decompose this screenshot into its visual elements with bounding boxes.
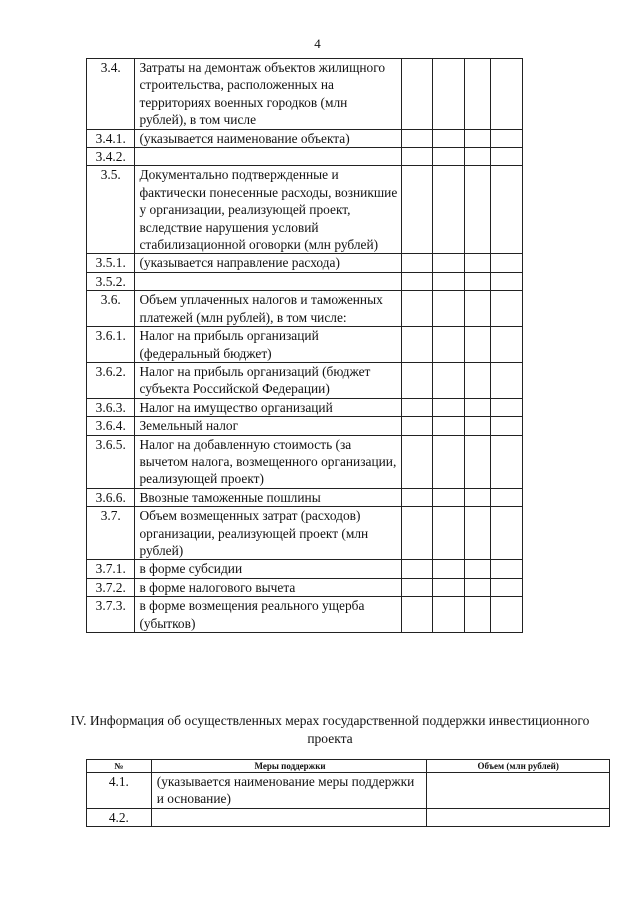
value-cell <box>433 166 465 254</box>
row-text: Налог на имущество организаций <box>135 398 401 416</box>
row-number: 3.6. <box>87 291 135 327</box>
value-cell <box>465 166 491 254</box>
column-header-number: № <box>87 760 152 773</box>
value-cell <box>433 272 465 290</box>
value-cell <box>433 291 465 327</box>
value-cell <box>491 129 523 147</box>
table-header-row <box>87 760 610 773</box>
table-row <box>87 254 523 272</box>
value-cell <box>433 560 465 578</box>
value-cell <box>401 148 433 166</box>
value-cell <box>491 254 523 272</box>
table-row <box>87 435 523 488</box>
row-text: Ввозные таможенные пошлины <box>135 488 401 506</box>
table-row <box>87 578 523 596</box>
value-cell <box>465 417 491 435</box>
value-cell <box>465 398 491 416</box>
row-text: Земельный налог <box>135 417 401 435</box>
value-cell <box>465 507 491 560</box>
table-row <box>87 129 523 147</box>
row-number: 3.4.2. <box>87 148 135 166</box>
value-cell <box>491 507 523 560</box>
value-cell <box>427 773 610 809</box>
value-cell <box>427 808 610 826</box>
value-cell <box>491 597 523 633</box>
value-cell <box>401 291 433 327</box>
value-cell <box>465 578 491 596</box>
value-cell <box>433 488 465 506</box>
value-cell <box>465 560 491 578</box>
table-row <box>87 398 523 416</box>
page-number: 4 <box>314 36 321 51</box>
value-cell <box>401 272 433 290</box>
value-cell <box>491 59 523 130</box>
value-cell <box>401 578 433 596</box>
row-number: 3.4.1. <box>87 129 135 147</box>
value-cell <box>401 327 433 363</box>
row-text: Документально подтвержденные и фактически понесенные расходы, возникшие у организации, реализующей проект, вследствие нарушения условий стабилизационной оговорки (млн рублей) <box>135 166 401 254</box>
value-cell <box>401 129 433 147</box>
row-number: 3.7.3. <box>87 597 135 633</box>
row-text: Налог на добавленную стоимость (за вычетом налога, возмещенного организации, реализующей проект) <box>135 435 401 488</box>
value-cell <box>433 578 465 596</box>
value-cell <box>401 254 433 272</box>
value-cell <box>401 597 433 633</box>
value-cell <box>491 291 523 327</box>
value-cell <box>491 398 523 416</box>
value-cell <box>401 507 433 560</box>
indicators-table <box>86 58 523 633</box>
row-number: 3.6.1. <box>87 327 135 363</box>
table-row <box>87 417 523 435</box>
row-number: 3.6.3. <box>87 398 135 416</box>
value-cell <box>433 417 465 435</box>
value-cell <box>491 488 523 506</box>
row-text <box>151 808 427 826</box>
row-number: 3.7.1. <box>87 560 135 578</box>
table-row <box>87 560 523 578</box>
value-cell <box>465 488 491 506</box>
table-row <box>87 488 523 506</box>
value-cell <box>465 435 491 488</box>
table-row <box>87 327 523 363</box>
row-number: 3.7. <box>87 507 135 560</box>
value-cell <box>465 362 491 398</box>
value-cell <box>491 166 523 254</box>
value-cell <box>433 362 465 398</box>
row-text: Объем уплаченных налогов и таможенных платежей (млн рублей), в том числе: <box>135 291 401 327</box>
value-cell <box>465 148 491 166</box>
value-cell <box>433 507 465 560</box>
column-header-volume: Объем (млн рублей) <box>427 760 610 773</box>
value-cell <box>401 417 433 435</box>
value-cell <box>401 362 433 398</box>
value-cell <box>401 435 433 488</box>
row-text: Налог на прибыль организаций (бюджет субъекта Российской Федерации) <box>135 362 401 398</box>
row-text: Затраты на демонтаж объектов жилищного строительства, расположенных на территориях военных городков (млн рублей), в том числе <box>135 59 401 130</box>
value-cell <box>433 59 465 130</box>
value-cell <box>465 597 491 633</box>
table-row <box>87 59 523 130</box>
row-number: 3.6.5. <box>87 435 135 488</box>
table-row <box>87 507 523 560</box>
table-row <box>87 773 610 809</box>
row-number: 4.1. <box>87 773 152 809</box>
row-number: 3.6.4. <box>87 417 135 435</box>
row-number: 3.5.1. <box>87 254 135 272</box>
row-text: в форме возмещения реального ущерба (убытков) <box>135 597 401 633</box>
value-cell <box>433 597 465 633</box>
value-cell <box>491 417 523 435</box>
value-cell <box>433 254 465 272</box>
row-text: Налог на прибыль организаций (федеральный бюджет) <box>135 327 401 363</box>
row-number: 3.5.2. <box>87 272 135 290</box>
table-row <box>87 148 523 166</box>
value-cell <box>491 148 523 166</box>
row-text: (указывается наименование меры поддержки и основание) <box>151 773 427 809</box>
value-cell <box>491 560 523 578</box>
value-cell <box>491 435 523 488</box>
table-row <box>87 808 610 826</box>
value-cell <box>465 291 491 327</box>
value-cell <box>433 435 465 488</box>
value-cell <box>401 59 433 130</box>
value-cell <box>401 398 433 416</box>
table-row <box>87 291 523 327</box>
value-cell <box>433 148 465 166</box>
value-cell <box>465 129 491 147</box>
row-number: 3.5. <box>87 166 135 254</box>
value-cell <box>433 129 465 147</box>
row-text: (указывается наименование объекта) <box>135 129 401 147</box>
row-text: в форме налогового вычета <box>135 578 401 596</box>
value-cell <box>465 254 491 272</box>
value-cell <box>433 398 465 416</box>
support-measures-table <box>86 759 610 827</box>
row-text: в форме субсидии <box>135 560 401 578</box>
row-number: 3.6.6. <box>87 488 135 506</box>
column-header-measures: Меры поддержки <box>151 760 427 773</box>
value-cell <box>465 59 491 130</box>
value-cell <box>401 488 433 506</box>
row-text: (указывается направление расхода) <box>135 254 401 272</box>
table-row <box>87 362 523 398</box>
value-cell <box>465 272 491 290</box>
value-cell <box>491 327 523 363</box>
row-text <box>135 148 401 166</box>
section-title: IV. Информация об осуществленных мерах государственной поддержки инвестиционного проекта <box>70 713 590 746</box>
row-number: 3.6.2. <box>87 362 135 398</box>
row-number: 4.2. <box>87 808 152 826</box>
value-cell <box>465 327 491 363</box>
table-row <box>87 166 523 254</box>
value-cell <box>491 272 523 290</box>
table-row <box>87 272 523 290</box>
value-cell <box>401 166 433 254</box>
row-text <box>135 272 401 290</box>
row-number: 3.4. <box>87 59 135 130</box>
value-cell <box>491 362 523 398</box>
value-cell <box>491 578 523 596</box>
value-cell <box>401 560 433 578</box>
value-cell <box>433 327 465 363</box>
row-number: 3.7.2. <box>87 578 135 596</box>
row-text: Объем возмещенных затрат (расходов) организации, реализующей проект (млн рублей) <box>135 507 401 560</box>
table-row <box>87 597 523 633</box>
